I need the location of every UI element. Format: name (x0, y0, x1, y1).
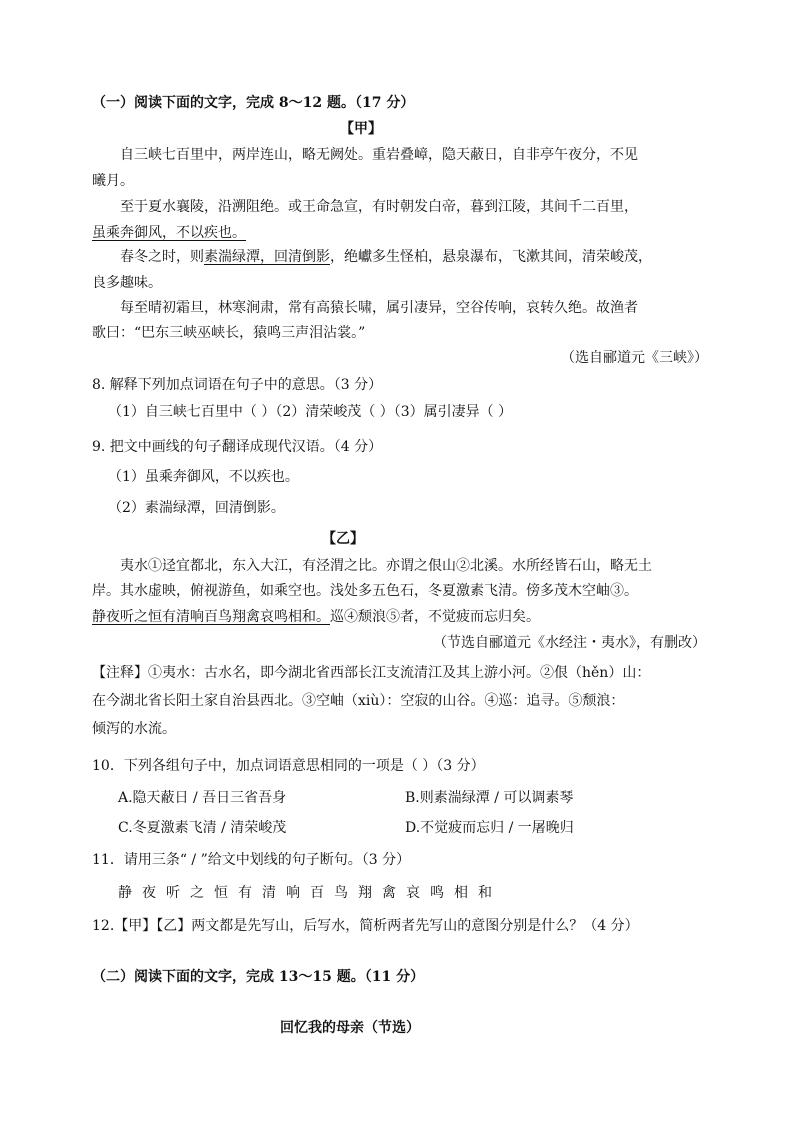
yi-line2: 岸。其水虚映，俯视游鱼，如乘空也。浅处多五色石，冬夏激素飞清。傍多茂木空岫③。 (92, 583, 638, 599)
jia-p4-line2: 歌曰：“巴东三峡巫峡长，猿鸣三声泪沾裳。” (92, 325, 366, 341)
jia-p3-line1 (120, 246, 652, 266)
q8-items: （1）自三峡七百里中（ ）（2）清荣峻茂（ ）（3）属引凄异（ ） (108, 404, 513, 420)
section2-title: 回忆我的母亲（节选） (280, 1020, 420, 1036)
jia-label: 【甲】 (340, 121, 382, 137)
jia-p3-part1: 春冬之时，则 (120, 249, 204, 265)
yi-line1: 夷水①迳宜都北，东入大江，有泾渭之比。亦谓之佷山②北溪。水所经皆石山，略无土 (120, 558, 652, 574)
q10-option-a: A.隐天蔽日 / 吾日三省吾身 (118, 790, 287, 806)
q11-sentence: 静夜听之恒有清响百鸟翔禽哀鸣相和 (118, 885, 502, 901)
section2-heading: （二）阅读下面的文字，完成 13～15 题。（11 分） (92, 969, 425, 985)
yi-line3-rest: 巡④颓浪⑤者，不觉疲而忘归矣。 (330, 609, 540, 625)
q9-item1: （1）虽乘奔御风，不以疾也。 (108, 469, 299, 485)
q9-item2: （2）素湍绿潭，回清倒影。 (108, 500, 285, 516)
jia-p3-part3: ，绝巘多生怪柏，悬泉瀑布，飞漱其间，清荣峻茂， (330, 249, 652, 265)
q10-stem: 10．下列各组句子中，加点词语意思相同的一项是（ ）（3 分） (92, 758, 485, 774)
jia-p4-line1: 每至晴初霜旦，林寒涧肃，常有高猿长啸，属引凄异，空谷传响，哀转久绝。故渔者 (120, 300, 638, 316)
jia-p2-line2-underlined: 虽乘奔御风，不以疾也。 (92, 225, 246, 241)
q9-stem: 9. 把文中画线的句子翻译成现代汉语。（4 分） (92, 439, 383, 455)
q12-stem: 12.【甲】【乙】两文都是先写山，后写水，简析两者先写山的意图分别是什么？（4 分） (92, 918, 639, 934)
jia-p3-underlined: 素湍绿潭，回清倒影 (204, 249, 330, 265)
jia-p3-line2: 良多趣味。 (92, 275, 162, 291)
jia-source: （选自郦道元《三峡》） (561, 350, 708, 366)
q8-stem: 8. 解释下列加点词语在句子中的意思。（3 分） (92, 377, 383, 393)
q11-stem: 11．请用三条“ / ”给文中划线的句子断句。（3 分） (92, 852, 411, 868)
jia-p1-line2: 曦月。 (92, 173, 134, 189)
jia-p1-line1: 自三峡七百里中，两岸连山，略无阙处。重岩叠嶂，隐天蔽日，自非亭午夜分，不见 (120, 147, 638, 163)
yi-label: 【乙】 (322, 531, 364, 547)
yi-note-line2: 在今湖北省长阳土家自治县西北。③空岫（xiù）：空寂的山谷。④巡：追寻。⑤颓浪： (92, 693, 625, 709)
yi-underlined-sentence: 静夜听之恒有清响百鸟翔禽哀鸣相和。 (92, 609, 330, 625)
section1-heading: （一）阅读下面的文字，完成 8～12 题。（17 分） (92, 95, 415, 111)
q10-option-c: C.冬夏激素飞清 / 清荣峻茂 (118, 820, 287, 836)
q10-option-b: B.则素湍绿潭 / 可以调素琴 (405, 790, 574, 806)
yi-source: （节选自郦道元《水经注・夷水》，有删改） (433, 635, 706, 651)
yi-line3 (92, 606, 540, 626)
yi-note-line1: 【注释】①夷水：古水名，即今湖北省西部长江支流清江及其上游小河。②佷（hěn）山： (92, 665, 651, 681)
jia-p2-line1: 至于夏水襄陵，沿溯阻绝。或王命急宣，有时朝发白帝，暮到江陵，其间千二百里， (120, 199, 638, 215)
yi-note-line3: 倾泻的水流。 (92, 721, 176, 737)
q10-option-d: D.不觉疲而忘归 / 一屠晚归 (405, 820, 574, 836)
